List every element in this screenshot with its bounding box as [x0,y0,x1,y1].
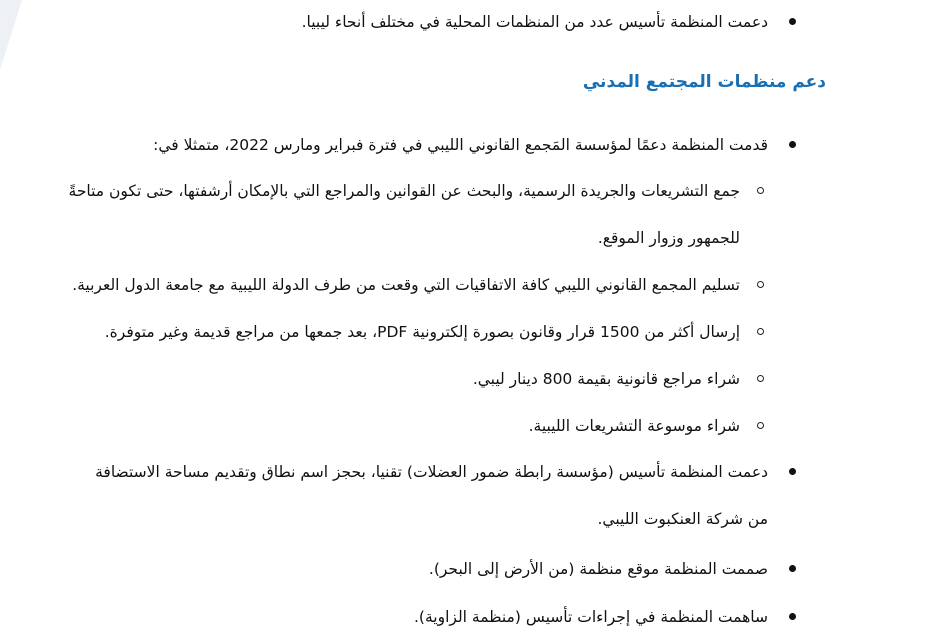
sub-bullet-marker [757,422,764,429]
sub-bullet-marker [757,187,764,194]
bullet-marker [789,613,796,620]
section-heading: دعم منظمات المجتمع المدني [582,72,826,92]
main-bullet-text: قدمت المنظمة دعمًا لمؤسسة المَجمع القانوني الليبي في فترة فبراير ومارس 2022، متمثلا في: [153,136,768,154]
sub-item-5-text: شراء موسوعة التشريعات الليبية. [528,417,740,435]
sub-item-4-text: شراء مراجع قانونية بقيمة 800 دينار ليبي. [472,370,740,388]
muscular-bullet-line-1: دعمت المنظمة تأسيس (مؤسسة رابطة ضمور العضلات) تقنيا، بحجز اسم نطاق وتقديم مساحة الاستضافة [95,463,768,481]
bullet-marker [789,18,796,25]
bullet-marker [789,565,796,572]
bullet-marker [789,141,796,148]
sub-item-1-line-1: جمع التشريعات والجريدة الرسمية، والبحث عن القوانين والمراجع التي بالإمكان أرشفتها، حتى تكون متاحةً [68,182,740,200]
sub-item-3-text: إرسال أكثر من 1500 قرار وقانون بصورة إلكترونية PDF، بعد جمعها من مراجع قديمة وغير متوفرة. [104,323,740,341]
land-sea-bullet-text: صممت المنظمة موقع منظمة (من الأرض إلى البحر). [428,560,768,578]
muscular-bullet-line-2: من شركة العنكبوت الليبي. [597,510,768,528]
sub-bullet-marker [757,328,764,335]
intro-bullet-text: دعمت المنظمة تأسيس عدد من المنظمات المحلية في مختلف أنحاء ليبيا. [301,13,768,31]
sub-item-1-line-2: للجمهور وزوار الموقع. [597,229,740,247]
bullet-marker [789,468,796,475]
zawia-bullet-text: ساهمت المنظمة في إجراءات تأسيس (منظمة الزاوية). [414,608,768,626]
sub-bullet-marker [757,375,764,382]
sub-item-2-text: تسليم المجمع القانوني الليبي كافة الاتفاقيات التي وقعت من طرف الدولة الليبية مع جامعة الدول العربية. [72,276,740,294]
sub-bullet-marker [757,281,764,288]
